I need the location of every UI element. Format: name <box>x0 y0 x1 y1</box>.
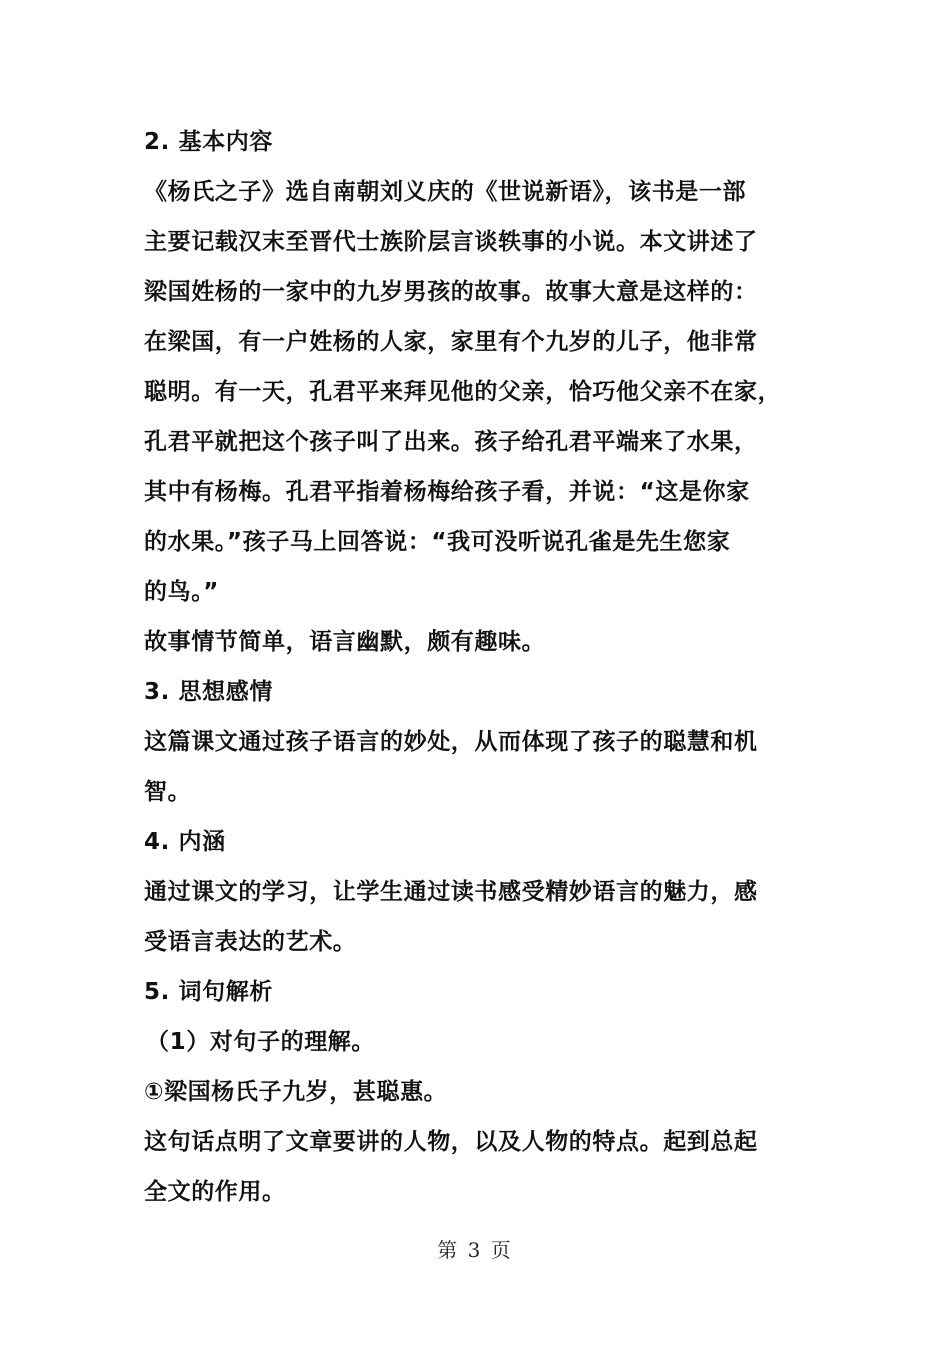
paragraph-line: 梁国姓杨的一家中的九岁男孩的故事。故事大意是这样的： <box>144 279 758 305</box>
paragraph-line: 这句话点明了文章要讲的人物，以及人物的特点。起到总起 <box>144 1129 758 1155</box>
subsection-heading: （1）对句子的理解。 <box>146 1029 376 1055</box>
section-heading-phrase-analysis: 5. 词句解析 <box>144 979 273 1005</box>
paragraph-line: 《杨氏之子》选自南朝刘义庆的《世说新语》，该书是一部 <box>144 179 747 205</box>
section-heading-connotation: 4. 内涵 <box>144 829 226 855</box>
paragraph-line: 其中有杨梅。孔君平指着杨梅给孩子看，并说：“这是你家 <box>144 479 750 505</box>
paragraph-line: 的鸟。” <box>144 579 220 605</box>
list-item: ①梁国杨氏子九岁，甚聪惠。 <box>144 1079 448 1105</box>
paragraph-line: 这篇课文通过孩子语言的妙处，从而体现了孩子的聪慧和机 <box>144 729 758 755</box>
paragraph-line: 在梁国，有一户姓杨的人家，家里有个九岁的儿子，他非常 <box>144 329 758 355</box>
document-body <box>144 117 809 1217</box>
paragraph-line: 故事情节简单，语言幽默，颇有趣味。 <box>144 629 546 655</box>
paragraph-line: 全文的作用。 <box>144 1179 286 1205</box>
paragraph-line: 主要记载汉末至晋代士族阶层言谈轶事的小说。本文讲述了 <box>144 229 758 255</box>
paragraph-line: 聪明。有一天，孔君平来拜见他的父亲，恰巧他父亲不在家， <box>144 379 782 405</box>
section-heading-thoughts-feelings: 3. 思想感情 <box>144 679 273 705</box>
paragraph-line: 通过课文的学习，让学生通过读书感受精妙语言的魅力，感 <box>144 879 758 905</box>
paragraph-line: 孔君平就把这个孩子叫了出来。孩子给孔君平端来了水果， <box>144 429 758 455</box>
page-number: 第 3 页 <box>437 1238 513 1262</box>
paragraph-line: 的水果。”孩子马上回答说：“我可没听说孔雀是先生您家 <box>144 529 731 555</box>
paragraph-line: 智。 <box>144 779 192 805</box>
section-heading-basic-content: 2. 基本内容 <box>144 129 273 155</box>
paragraph-line: 受语言表达的艺术。 <box>144 929 357 955</box>
